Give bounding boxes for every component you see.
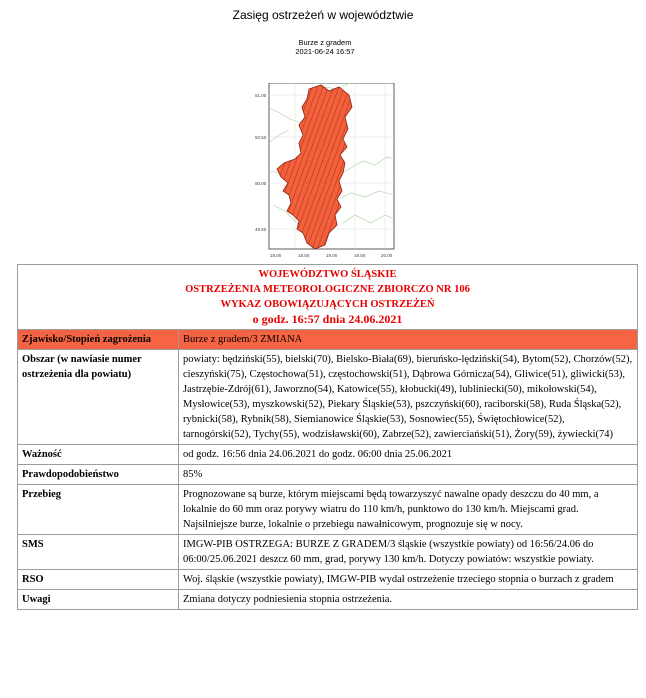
header-list-title: WYKAZ OBOWIĄZUJĄCYCH OSTRZEŻEŃ bbox=[220, 299, 435, 310]
probability-label: Prawdopodobieństwo bbox=[18, 465, 179, 485]
warning-header bbox=[18, 265, 638, 330]
warning-table bbox=[17, 264, 638, 610]
header-voivodeship: WOJEWÓDZTWO ŚLĄSKIE bbox=[258, 269, 397, 280]
map-lon-label: 19.50 bbox=[354, 253, 366, 258]
map-lat-label: 51.00 bbox=[255, 93, 267, 98]
map-caption bbox=[255, 38, 395, 56]
area-value: powiaty: będziński(55), bielski(70), Bielsko-Biała(69), bieruńsko-lędziński(54), Bytom(52), Chorzów(52), cieszyński(75), Częstochowa(51), częstochowski(51), Dąbrowa Górnicza(54), Gliwice(51), gliwicki(53), Jastrzębie-Zdrój(61), Jaworzno(54), Katowice(55), kłobucki(49), lubliniecki(50), mikołowski(54), Mysłowice(53), myszkowski(52), Piekary Śląskie(53), pszczyński(60), raciborski(58), Ruda Śląska(52), rybnicki(58), Rybnik(58), Siemianowice Śląskie(53), Sosnowiec(55), Świętochłowice(52), tarnogórski(52), Tychy(55), wodzisławski(60), Zabrze(52), zawierciański(51), Żory(59), żywiecki(74) bbox=[179, 350, 638, 445]
table-header-row bbox=[18, 265, 638, 330]
map-lat-label: 50.50 bbox=[255, 135, 267, 140]
table-row bbox=[18, 535, 638, 570]
validity-label: Ważność bbox=[18, 445, 179, 465]
map-lon-label: 18.50 bbox=[298, 253, 310, 258]
sms-label: SMS bbox=[18, 535, 179, 570]
remarks-value: Zmiana dotyczy podniesienia stopnia ostrzeżenia. bbox=[179, 590, 638, 610]
course-label: Przebieg bbox=[18, 485, 179, 535]
course-value: Prognozowane są burze, którym miejscami będą towarzyszyć nawalne opady deszczu do 40 mm, a lokalnie do 60 mm oraz porywy wiatru do 110 km/h, punktowo do 130 km/h. Miejscami grad. Najsilniejsze burze, lokalnie o przebiegu nawałnicowym, prognozuje się w nocy. bbox=[179, 485, 638, 535]
map-caption-datetime: 2021-06-24 16:57 bbox=[295, 47, 355, 56]
rso-label: RSO bbox=[18, 570, 179, 590]
map-caption-phenomenon: Burze z gradem bbox=[298, 38, 352, 47]
page-title: Zasięg ostrzeżeń w województwie bbox=[232, 8, 414, 22]
sms-value: IMGW-PIB OSTRZEGA: BURZE Z GRADEM/3 śląskie (wszystkie powiaty) od 16:56/24.06 do 06:00/25.06.2021 deszcz 60 mm, grad, porywy 130 km/h. Dotyczy powiatów: wszystkie powiaty. bbox=[179, 535, 638, 570]
rso-value: Woj. śląskie (wszystkie powiaty), IMGW-PIB wydał ostrzeżenie trzeciego stopnia o burzach z gradem bbox=[179, 570, 638, 590]
map-lon-label: 18.00 bbox=[270, 253, 282, 258]
probability-value: 85% bbox=[179, 465, 638, 485]
remarks-label: Uwagi bbox=[18, 590, 179, 610]
map-lon-label: 20.00 bbox=[381, 253, 393, 258]
table-row bbox=[18, 330, 638, 350]
validity-value: od godz. 16:56 dnia 24.06.2021 do godz. 06:00 dnia 25.06.2021 bbox=[179, 445, 638, 465]
warning-map bbox=[255, 38, 395, 266]
table-row bbox=[18, 570, 638, 590]
table-row bbox=[18, 590, 638, 610]
table-row bbox=[18, 350, 638, 445]
area-label: Obszar (w nawiasie numer ostrzeżenia dla powiatu) bbox=[18, 350, 179, 445]
table-row bbox=[18, 445, 638, 465]
header-timestamp: o godz. 16:57 dnia 24.06.2021 bbox=[252, 312, 403, 326]
map-lat-label: 49.50 bbox=[255, 227, 267, 232]
map-figure bbox=[255, 83, 395, 261]
header-summary-number: OSTRZEŻENIA METEOROLOGICZNE ZBIORCZO NR 106 bbox=[185, 284, 470, 295]
table-row bbox=[18, 465, 638, 485]
map-lat-label: 50.00 bbox=[255, 181, 267, 186]
phenomenon-label: Zjawisko/Stopień zagrożenia bbox=[18, 330, 179, 350]
phenomenon-value: Burze z gradem/3 ZMIANA bbox=[179, 330, 638, 350]
table-row bbox=[18, 485, 638, 535]
map-lon-label: 19.00 bbox=[326, 253, 338, 258]
